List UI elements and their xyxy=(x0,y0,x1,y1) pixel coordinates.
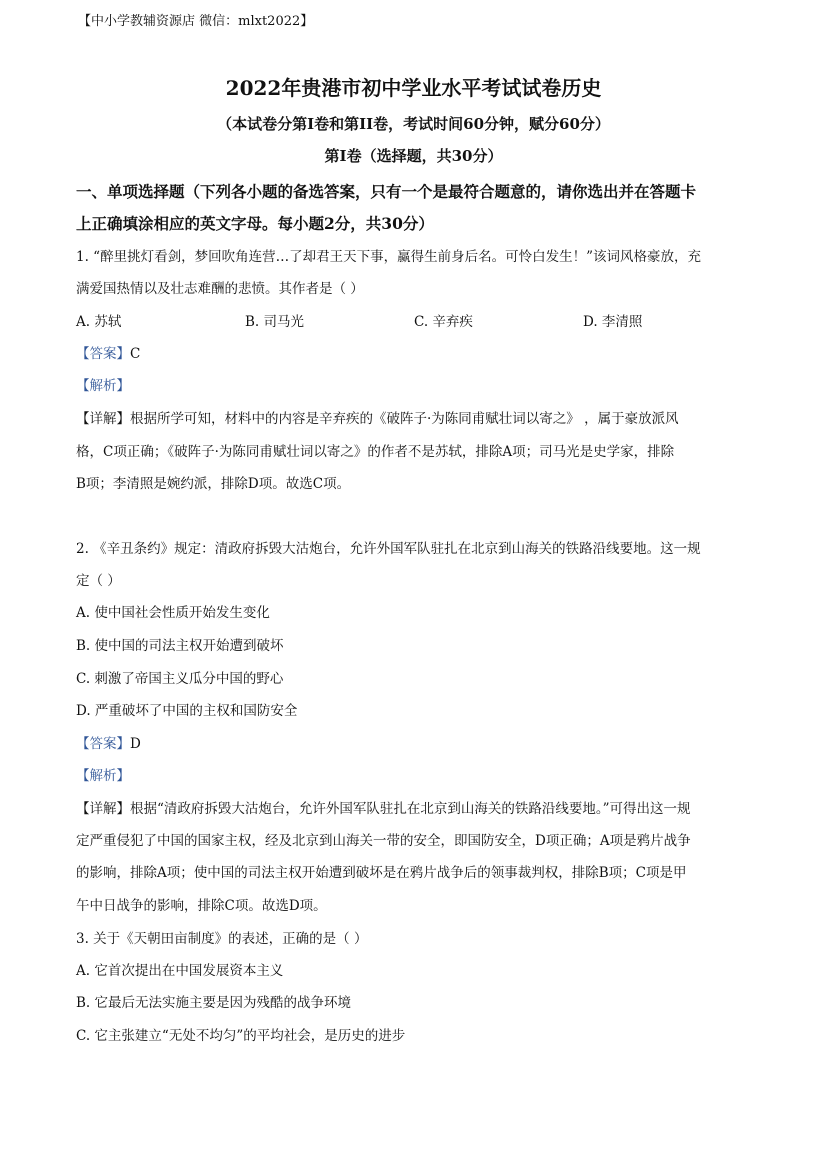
q3-option-a: A. 它首次提出在中国发展资本主义 xyxy=(76,963,284,979)
section-heading-line2: 上正确填涂相应的英文字母。每小题2分，共30分） xyxy=(76,214,434,233)
q1-detail-line1: 【详解】根据所学可知，材料中的内容是辛弃疾的《破阵子·为陈同甫赋壮词以寄之》 ，属于豪放派风 xyxy=(76,411,679,427)
q1-answer xyxy=(76,342,140,362)
exam-title: 2022年贵港市初中学业水平考试试卷历史 xyxy=(225,76,602,100)
q1-answer-value: C xyxy=(130,346,141,362)
q2-option-b: B. 使中国的司法主权开始遭到破坏 xyxy=(76,638,284,654)
q1-stem-line1: 1. “醉里挑灯看剑，梦回吹角连营…了却君王天下事，赢得生前身后名。可怜白发生！”该词风格豪放，充 xyxy=(76,249,701,265)
q1-option-d: D. 李清照 xyxy=(583,314,643,330)
q2-option-c: C. 刺激了帝国主义瓜分中国的野心 xyxy=(76,671,284,687)
section-heading-line1: 一、单项选择题（下列各小题的备选答案，只有一个是最符合题意的，请你选出并在答题卡 xyxy=(76,182,697,201)
q1-detail-line2: 格，C项正确；《破阵子·为陈同甫赋壮词以寄之》的作者不是苏轼，排除A项；司马光是史学家，排除 xyxy=(76,444,675,460)
q2-answer xyxy=(76,732,141,752)
q1-detail-line3: B项；李清照是婉约派，排除D项。故选C项。 xyxy=(76,476,351,492)
volume-title: 第I卷（选择题，共30分） xyxy=(324,147,503,165)
q1-option-c: C. 辛弃疾 xyxy=(414,314,473,330)
header-note: 【中小学教辅资源店 微信：mlxt2022】 xyxy=(78,14,314,29)
q2-option-d: D. 严重破坏了中国的主权和国防安全 xyxy=(76,703,298,719)
q2-answer-value: D xyxy=(130,736,141,752)
exam-subtitle: （本试卷分第I卷和第II卷，考试时间60分钟，赋分60分） xyxy=(217,115,610,133)
q1-answer-label: 【答案】 xyxy=(76,346,130,362)
q1-option-a: A. 苏轼 xyxy=(76,314,122,330)
q3-stem-line1: 3. 关于《天朝田亩制度》的表述，正确的是（ ） xyxy=(76,931,368,947)
q2-detail-line4: 午中日战争的影响，排除C项。故选D项。 xyxy=(76,898,327,914)
q2-analysis-label: 【解析】 xyxy=(76,768,130,784)
q2-stem-line2: 定（ ） xyxy=(76,573,121,589)
q2-answer-label: 【答案】 xyxy=(76,736,130,752)
q2-detail-line1: 【详解】根据“清政府拆毁大沽炮台，允许外国军队驻扎在北京到山海关的铁路沿线要地。”可得出这一规 xyxy=(76,801,691,817)
q1-stem-line2: 满爱国热情以及壮志难酬的悲愤。其作者是（ ） xyxy=(76,281,364,297)
q2-option-a: A. 使中国社会性质开始发生变化 xyxy=(76,605,270,621)
q2-detail-line3: 的影响，排除A项；使中国的司法主权开始遭到破坏是在鸦片战争后的领事裁判权，排除B项；C项是甲 xyxy=(76,865,687,881)
q3-option-b: B. 它最后无法实施主要是因为残酷的战争环境 xyxy=(76,995,352,1011)
q1-analysis-label: 【解析】 xyxy=(76,378,130,394)
q3-option-c: C. 它主张建立“无处不均匀”的平均社会，是历史的进步 xyxy=(76,1028,406,1044)
q1-option-b: B. 司马光 xyxy=(245,314,305,330)
q2-stem-line1: 2. 《辛丑条约》规定：清政府拆毁大沽炮台，允许外国军队驻扎在北京到山海关的铁路沿线要地。这一规 xyxy=(76,541,701,557)
q2-detail-line2: 定严重侵犯了中国的国家主权，经及北京到山海关一带的安全，即国防安全，D项正确；A项是鸦片战争 xyxy=(76,833,691,849)
